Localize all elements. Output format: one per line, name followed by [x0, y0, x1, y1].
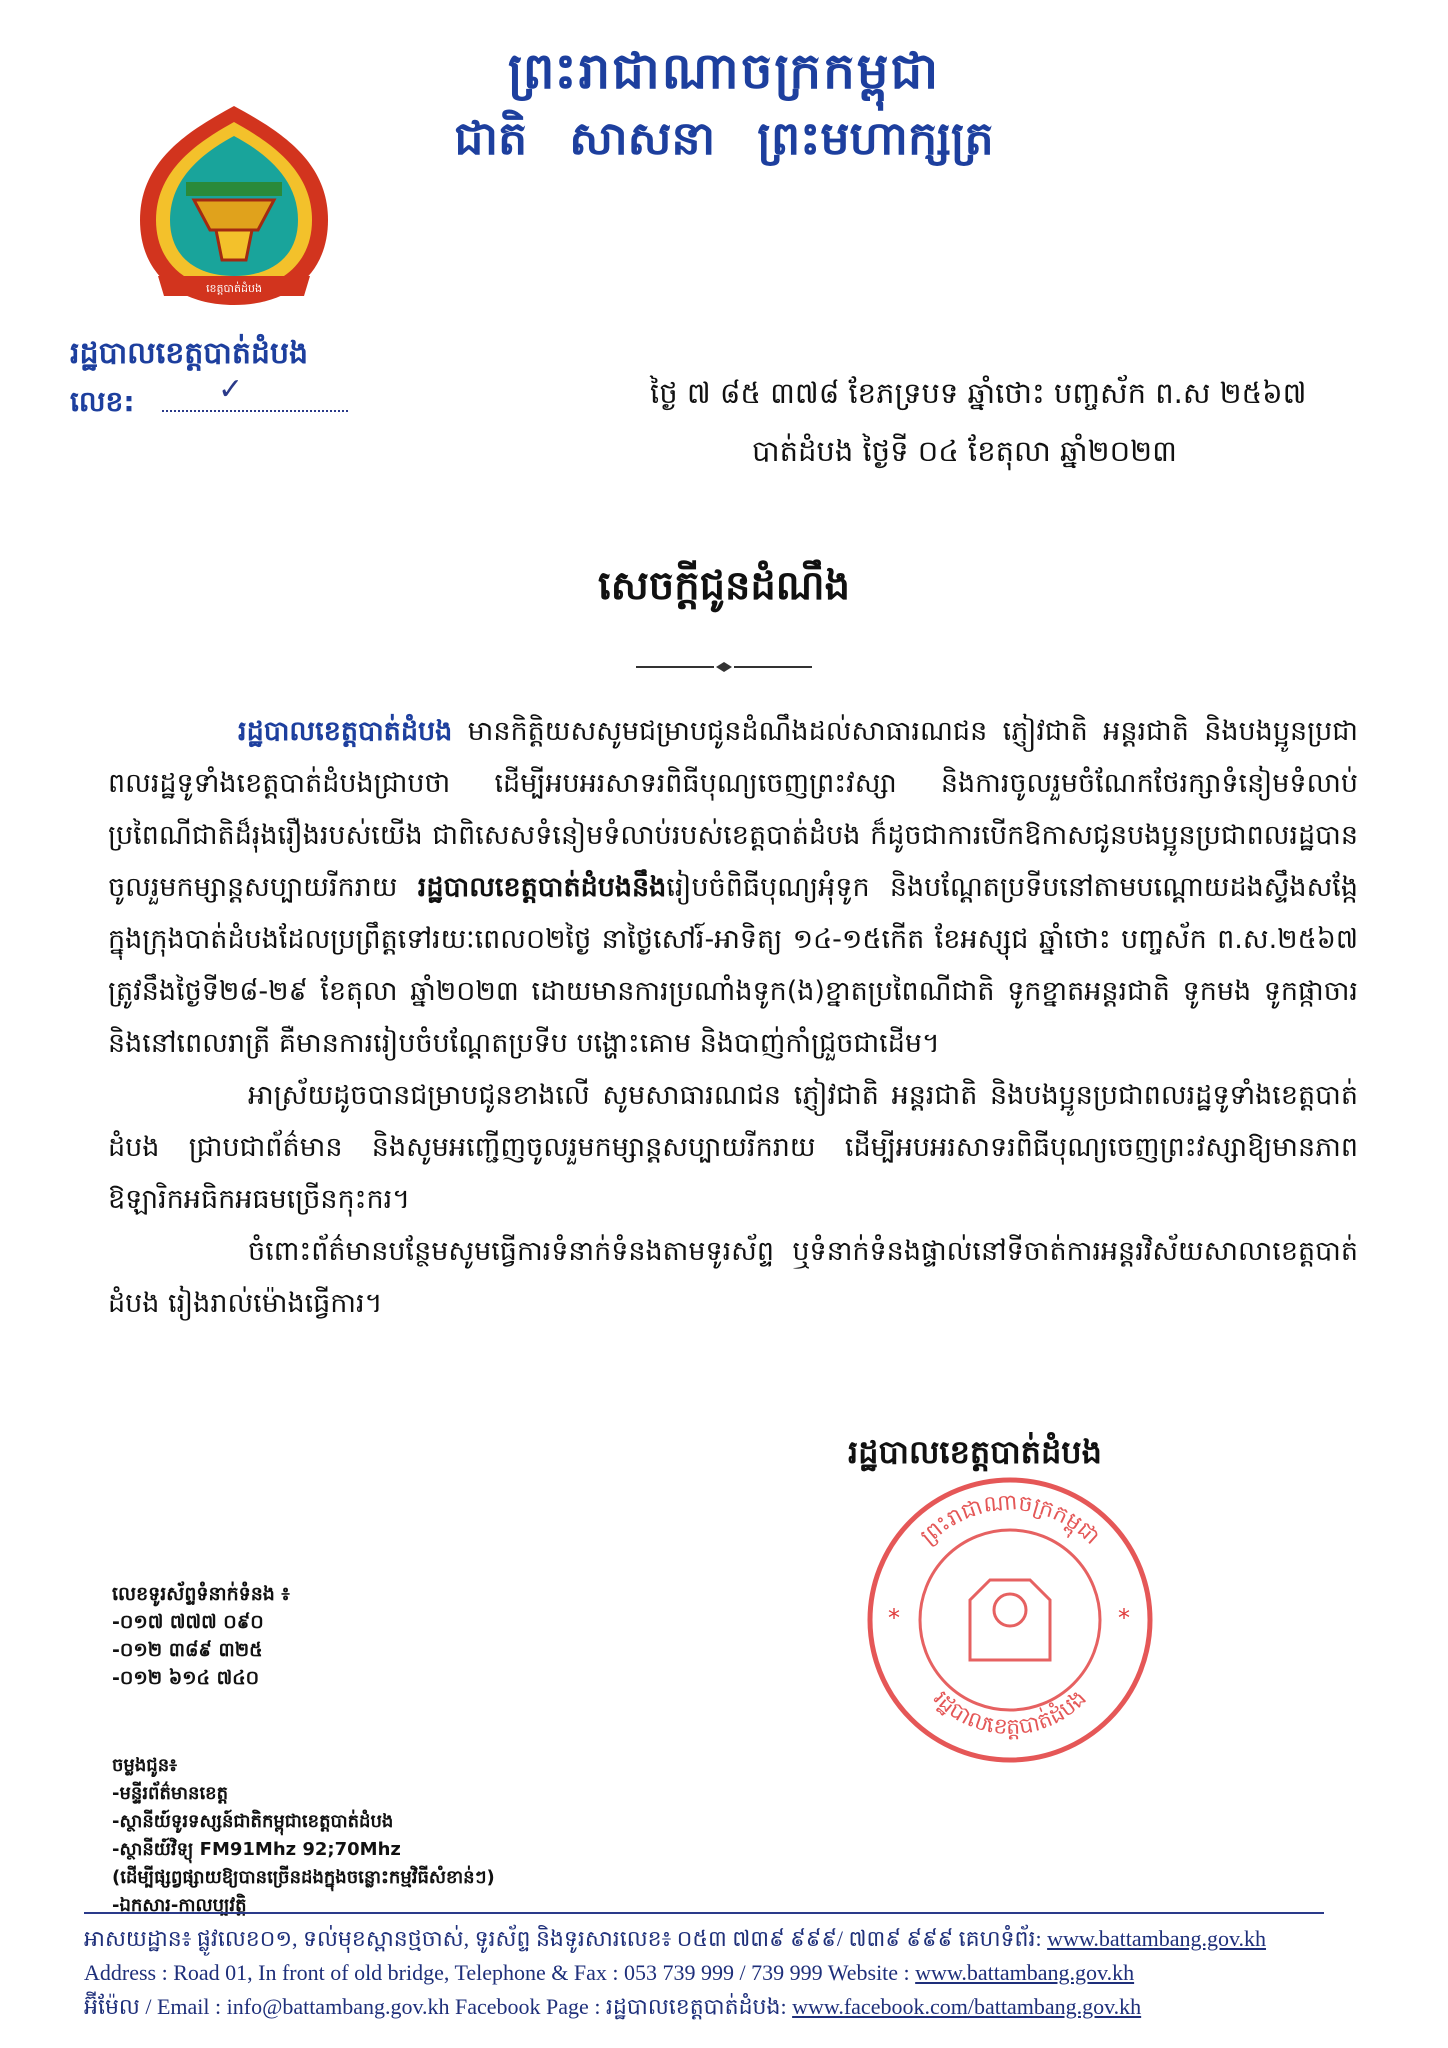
- svg-text:រដ្ឋបាលខេត្តបាត់ដំបង: [928, 1686, 1092, 1740]
- footer-address-khmer: អាសយដ្ឋាន៖ ផ្លូវលេខ០១, ទល់មុខស្ពានថ្មចាស់, ទូរស័ព្ទ និងទូរសារលេខ៖ ០៥៣ ៧៣៩ ៩៩៩/ ៧៣៩ ៩៩៩ គេហទំព័រ:: [84, 1926, 1042, 1951]
- check-mark-icon: ✓: [218, 372, 244, 407]
- body-paragraph-3: ចំពោះព័ត៌មានបន្ថែមសូមធ្វើការទំនាក់ទំនងតាមទូរស័ព្ទ ឬទំនាក់ទំនងផ្ទាល់នៅទីចាត់ការអន្តរវិស័យសាលាខេត្តបាត់ដំបង រៀងរាល់ម៉ោងធ្វើការ។: [108, 1236, 1358, 1319]
- website-link-2[interactable]: www.battambang.gov.kh: [915, 1960, 1135, 1985]
- issuing-authority: រដ្ឋបាលខេត្តបាត់ដំបង: [70, 336, 309, 371]
- seal-top-text: ព្រះរាជាណាចក្រកម្ពុជា: [916, 1490, 1105, 1550]
- seal-bottom-text: រដ្ឋបាលខេត្តបាត់ដំបង: [928, 1685, 1092, 1741]
- title-divider-ornament: [636, 660, 812, 674]
- footer-contact-info: [84, 1922, 1354, 2024]
- copy-recipient: -មន្ទីរព័ត៌មានខេត្ត: [112, 1783, 229, 1804]
- svg-text:*: *: [888, 1604, 900, 1632]
- contact-numbers: [112, 1580, 290, 1692]
- contact-number: -០១២ ៦១៤ ៧៤០: [112, 1667, 260, 1689]
- footer-divider: [84, 1912, 1324, 1914]
- copy-recipient: -ឯកសារ-កាលប្បវត្តិ: [112, 1895, 247, 1916]
- signature-title: រដ្ឋបាលខេត្តបាត់ដំបង: [848, 1433, 1102, 1471]
- official-seal-stamp: [860, 1470, 1160, 1770]
- emblem-caption: ខេត្តបាត់ដំបង: [206, 282, 262, 295]
- national-motto: ជាតិ សាសនា ព្រះមហាក្សត្រ: [454, 111, 994, 165]
- letter-number-dotted-line: [162, 410, 348, 412]
- footer-email-facebook: អ៊ីម៉ែល / Email : info@battambang.gov.kh Facebook Page : រដ្ឋបាលខេត្តបាត់ដំបង:: [84, 1994, 793, 2019]
- body-paragraph-1: [108, 706, 1358, 1070]
- svg-text:*: *: [1118, 1604, 1130, 1632]
- authority-inline-bold: រដ្ឋបាលខេត្តបាត់ដំបង: [238, 716, 453, 747]
- provincial-emblem-logo: [128, 100, 340, 312]
- copy-recipient: -ស្ថានីយ៍ទូរទស្សន៍ជាតិកម្ពុជាខេត្តបាត់ដំបង: [112, 1811, 394, 1832]
- kingdom-heading: ព្រះរាជាណាចក្រកម្ពុជា: [507, 42, 941, 100]
- document-title: សេចក្តីជូនដំណឹង: [598, 563, 850, 609]
- notice-body: [108, 706, 1358, 1330]
- copy-recipient: (ដើម្បីផ្សព្វផ្សាយឱ្យបានច្រើនដងក្នុងចន្លោះកម្មវិធីសំខាន់ៗ): [112, 1867, 495, 1888]
- copies-label: ចម្លងជូន៖: [112, 1755, 178, 1776]
- body-text-1a: មានកិត្តិយសសូមជម្រាបជូនដំណឹងដល់សាធារណជន ភ្ញៀវជាតិ អន្តរជាតិ និងបងប្អូនប្រជាពលរដ្ឋទូទាំងខេត្តបាត់ដំបងជ្រាបថា ដើម្បីអបអរសាទរពិធីបុណ្យចេញព្រះវស្សា និងការចូលរួមចំណែកថែរក្សាទំនៀមទំលាប់ប្រពៃណីជាតិដ៏រុងរឿងរបស់យើង ជាពិសេសទំនៀមទំលាប់របស់ខេត្តបាត់ដំបង ក៏ដូចជាការបើកឱកាសជូនបងប្អូនប្រជាពលរដ្ឋបានចូលរួមកម្សាន្តសប្បាយរីករាយ: [108, 716, 1358, 903]
- footer-line-email: [84, 1990, 1354, 2024]
- body-text-1b: រៀបចំពិធីបុណ្យអុំទូក និងបណ្តែតប្រទីបនៅតាមបណ្តោយដងស្ទឹងសង្កែ ក្នុងក្រុងបាត់ដំបងដែលប្រព្រឹត្តទៅរយៈពេល០២ថ្ងៃ នាថ្ងៃសៅរ៍-អាទិត្យ ១៤-១៥កើត ខែអស្សុជ ឆ្នាំថោះ បញ្ចស័ក ព.ស.២៥៦៧ ត្រូវនឹងថ្ងៃទី២៨-២៩ ខែតុលា ឆ្នាំ២០២៣ ដោយមានការប្រណាំងទូក(ង)ខ្នាតប្រពៃណីជាតិ ទូកខ្នាតអន្តរជាតិ ទូកមង ទូកផ្កាចារ និងនៅពេលរាត្រី គឺមានការរៀបចំបណ្តែតប្រទីប បង្ហោះគោម និងបាញ់កាំជ្រួចជាដើម។: [108, 872, 1358, 1059]
- website-link[interactable]: www.battambang.gov.kh: [1047, 1926, 1267, 1951]
- footer-line-khmer: [84, 1922, 1354, 1956]
- facebook-link[interactable]: www.facebook.com/battambang.gov.kh: [792, 1994, 1142, 2019]
- body-paragraph-2: អាស្រ័យដូចបានជម្រាបជូនខាងលើ សូមសាធារណជន ភ្ញៀវជាតិ អន្តរជាតិ និងបងប្អូនប្រជាពលរដ្ឋទូទាំងខេត្តបាត់ដំបង ជ្រាបជាព័ត៌មាន និងសូមអញ្ជើញចូលរួមកម្សាន្តសប្បាយរីករាយ ដើម្បីអបអរសាទរពិធីបុណ្យចេញព្រះវស្សាឱ្យមានភាពឱឡារិកអធិកអធមច្រើនកុះករ។: [108, 1080, 1358, 1215]
- contact-number: -០១២ ៣៨៩ ៣២៥: [112, 1639, 263, 1661]
- solar-date: បាត់ដំបង ថ្ងៃទី ០៤ ខែតុលា ឆ្នាំ២០២៣: [752, 434, 1177, 468]
- authority-inline-bold-2: រដ្ឋបាលខេត្តបាត់ដំបងនឹង: [417, 872, 667, 903]
- copy-recipient: -ស្ថានីយ៍វិទ្យុ FM91Mhz 92;70Mhz: [112, 1839, 401, 1860]
- letter-number-label: លេខ:: [70, 385, 135, 418]
- contact-label: លេខទូរស័ព្ទទំនាក់ទំនង ៖: [112, 1583, 290, 1605]
- footer-address-english: Address : Road 01, In front of old bridge, Telephone & Fax : 053 739 999 / 739 999 Website :: [84, 1960, 916, 1985]
- contact-number: -០១៧ ៧៧៧ ០៩០: [112, 1611, 264, 1633]
- copies-to-list: [112, 1752, 495, 1920]
- lunar-date: ថ្ងៃ ៧ ៨៥ ៣៧៨ ខែភទ្របទ ឆ្នាំថោះ បញ្ចស័ក ព.ស ២៥៦៧: [650, 376, 1307, 410]
- footer-line-english: [84, 1956, 1354, 1990]
